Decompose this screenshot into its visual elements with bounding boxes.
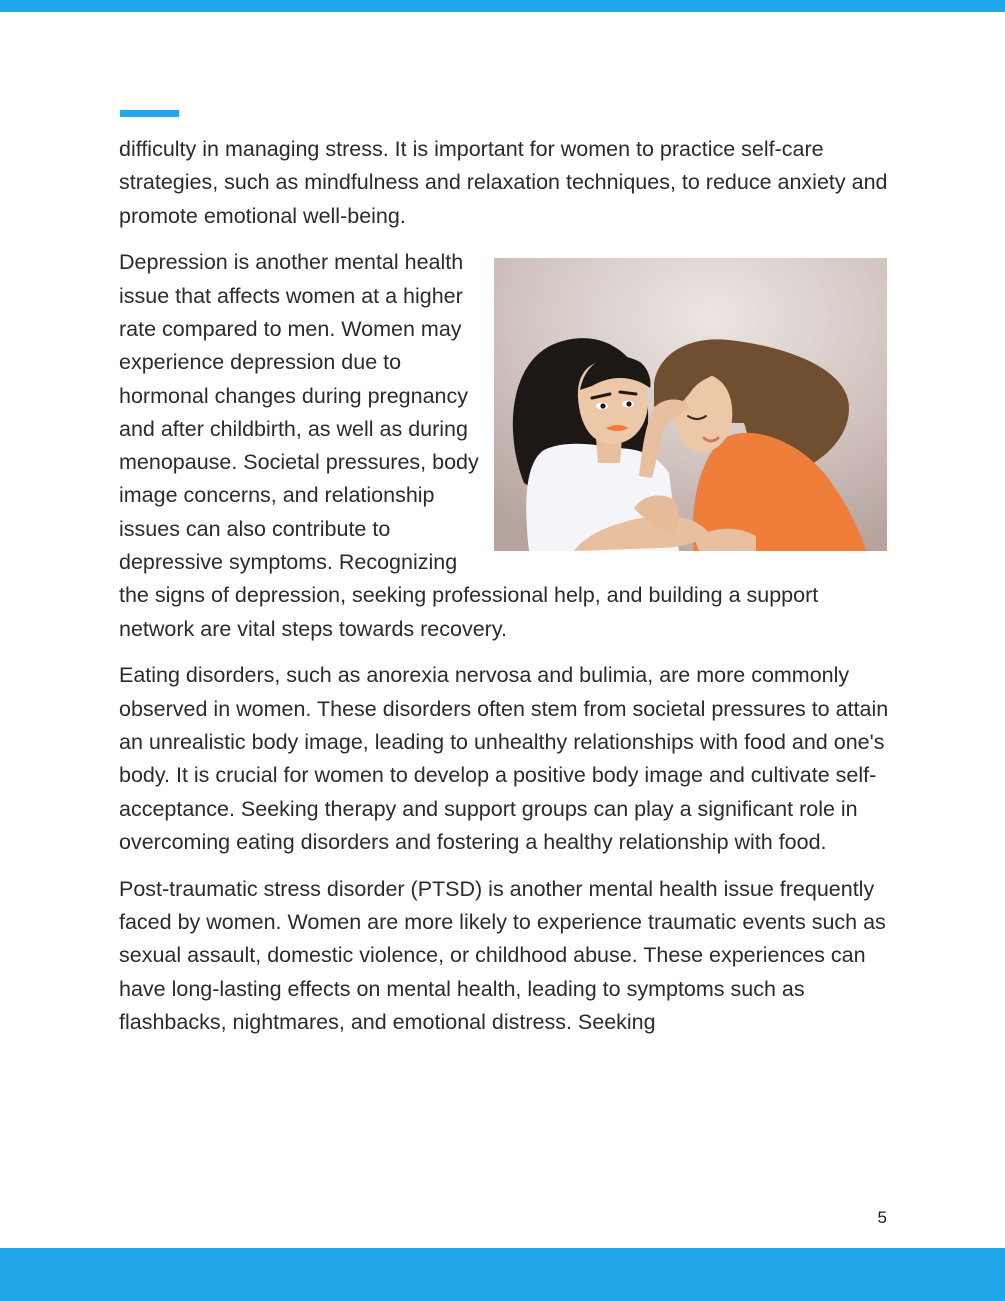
section-accent-dash [120, 110, 179, 117]
paragraph: Depression is another mental health issue that affects women at a higher rate compared to men. Women may experience depression due to hormonal changes during pregnancy and after childbirth, as well as during menopause. Societal pressures, body image concerns, and relationship issues can also contribute to depressive symptoms. Recognizing the signs of depression, seeking professional help, and building a support network are vital steps towards recovery. [119, 250, 819, 641]
women-comforting-illustration [494, 258, 887, 551]
paragraph: Post-traumatic stress disorder (PTSD) is another mental health issue frequently faced by women. Women are more likely to experience traumatic events such as sexual assault, domestic violence, or childhood abuse. These experiences can have long-lasting effects on mental health, leading to symptoms such as flashbacks, nightmares, and emotional distress. Seeking [119, 876, 886, 1034]
body-text [119, 133, 889, 1053]
top-accent-bar [0, 0, 1005, 12]
bottom-accent-bar [0, 1248, 1005, 1301]
page-number: 5 [877, 1208, 887, 1227]
paragraph: difficulty in managing stress. It is important for women to practice self-care strategies, such as mindfulness and relaxation techniques, to reduce anxiety and promote emotional well-being. [119, 137, 888, 228]
paragraph: Eating disorders, such as anorexia nervosa and bulimia, are more commonly observed in women. These disorders often stem from societal pressures to attain an unrealistic body image, leading to unhealthy relationships with food and one's body. It is crucial for women to develop a positive body image and cultivate self-acceptance. Seeking therapy and support groups can play a significant role in overcoming eating disorders and fostering a healthy relationship with food. [119, 663, 889, 854]
